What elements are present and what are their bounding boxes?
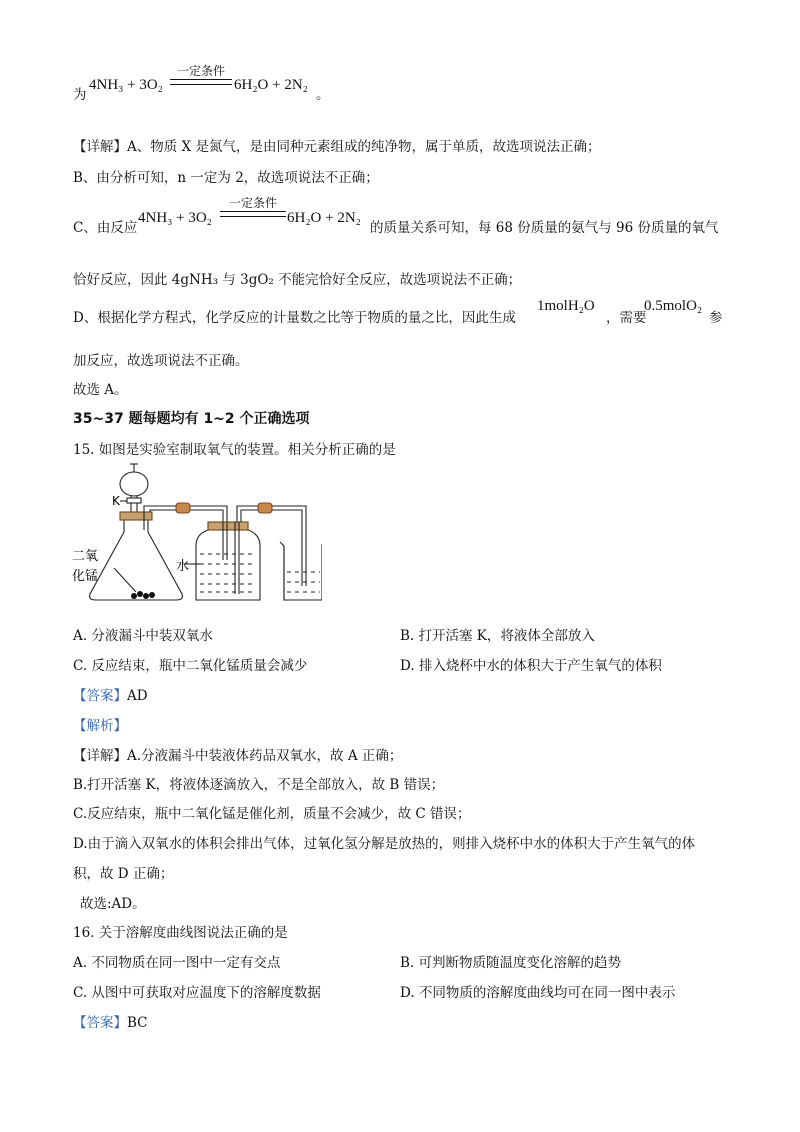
c-eq-condition: 一定条件 [228,196,277,210]
c-prefix: C、由反应 [73,220,138,236]
answer-tag: 【答案】 [73,1015,127,1031]
q15-stem: 15. 如图是实验室制取氧气的装置。相关分析正确的是 [73,442,396,458]
c-eq-lhs: 4NH₃ + 3O₂ [138,210,212,226]
q15-option-b: B. 打开活塞 K，将液体全部放入 [400,628,595,644]
d-mid: ，需要 [606,310,647,326]
q15-detail-line: D.由于滴入双氧水的体积会排出气体，过氧化氢分解是放热的，则排入烧杯中水的体积大于产生氧气的体 [73,836,696,852]
d-prefix: D、根据化学方程式，化学反应的计量数之比等于物质的量之比，因此生成 [73,310,516,326]
conical-flask-icon [90,518,183,600]
section-heading: 35~37 题每题均有 1~2 个正确选项 [73,411,310,427]
answer-tag: 【答案】 [73,688,127,704]
q15-choice: 故选:AD。 [80,896,146,912]
gas-bottle-icon [196,524,260,600]
q15-detail-line: 【详解】A.分液漏斗中装液体药品双氧水，故 A 正确； [73,748,403,764]
q15-detail-line: B.打开活塞 K，将液体逐滴放入，不是全部放入，故 B 错误； [73,777,445,793]
eq-condition: 一定条件 [176,64,225,78]
detail-line-d-cont: 加反应，故选项说法不正确。 [73,353,249,369]
c-eq-rhs: 6H₂O + 2N₂ [287,210,361,226]
detail-line-b: B、由分析可知，n 一定为 2，故选项说法不正确； [73,170,379,186]
eq-lhs: 4NH₃ + 3O₂ [89,77,163,93]
d-qty2: 0.5molO₂ [644,298,703,314]
q15-answer [73,684,148,704]
answer-value: AD [127,688,148,704]
detail-line-c-cont: 恰好反应，因此 4gNH₃ 与 3gO₂ 不能完恰好全反应，故选项说法不正确； [73,272,522,288]
beaker-icon [280,542,322,600]
q16-option-d: D. 不同物质的溶解度曲线均可在同一图中表示 [400,985,676,1001]
apparatus-figure [72,460,322,610]
d-qty1: 1molH₂O [537,298,595,314]
label-mno2-1: 二氧 [72,549,99,564]
q16-option-a: A. 不同物质在同一图中一定有交点 [73,955,281,971]
separatory-funnel-icon [120,472,148,496]
eq-prefix: 为 [73,87,87,102]
label-mno2-2: 化锰 [72,569,99,584]
q15-option-d: D. 排入烧杯中水的体积大于产生氧气的体积 [400,658,662,674]
eq-rhs: 6H₂O + 2N₂ [234,77,308,93]
eq-suffix: 。 [316,87,330,102]
c-suffix: 的质量关系可知，每 68 份质量的氨气与 96 份质量的氧气 [370,220,719,236]
q16-stem: 16. 关于溶解度曲线图说法正确的是 [73,925,288,941]
stopcock-icon [127,498,141,503]
label-k: K [112,494,120,508]
answer-value: BC [127,1015,148,1031]
detail-choice: 故选 A。 [73,382,128,398]
q16-option-c: C. 从图中可获取对应温度下的溶解度数据 [73,985,321,1001]
label-water: 水 [176,559,190,574]
d-suffix: 参 [709,310,723,326]
q15-detail-line: 积，故 D 正确； [73,866,174,882]
c-equals-arrow-icon [220,211,286,217]
q15-analysis-tag: 【解析】 [73,718,127,734]
detail-line-a: 【详解】A、物质 X 是氮气，是由同种元素组成的纯净物，属于单质，故选项说法正确； [73,139,601,155]
equals-arrow-icon [170,79,232,85]
q15-option-c: C. 反应结束，瓶中二氧化锰质量会减少 [73,658,308,674]
q15-option-a: A. 分液漏斗中装双氧水 [73,628,213,644]
q16-answer [73,1011,148,1031]
mno2-particles-icon [131,591,155,599]
q16-option-b: B. 可判断物质随温度变化溶解的趋势 [400,955,622,971]
q15-detail-line: C.反应结束，瓶中二氧化锰是催化剂，质量不会减少，故 C 错误； [73,806,471,822]
